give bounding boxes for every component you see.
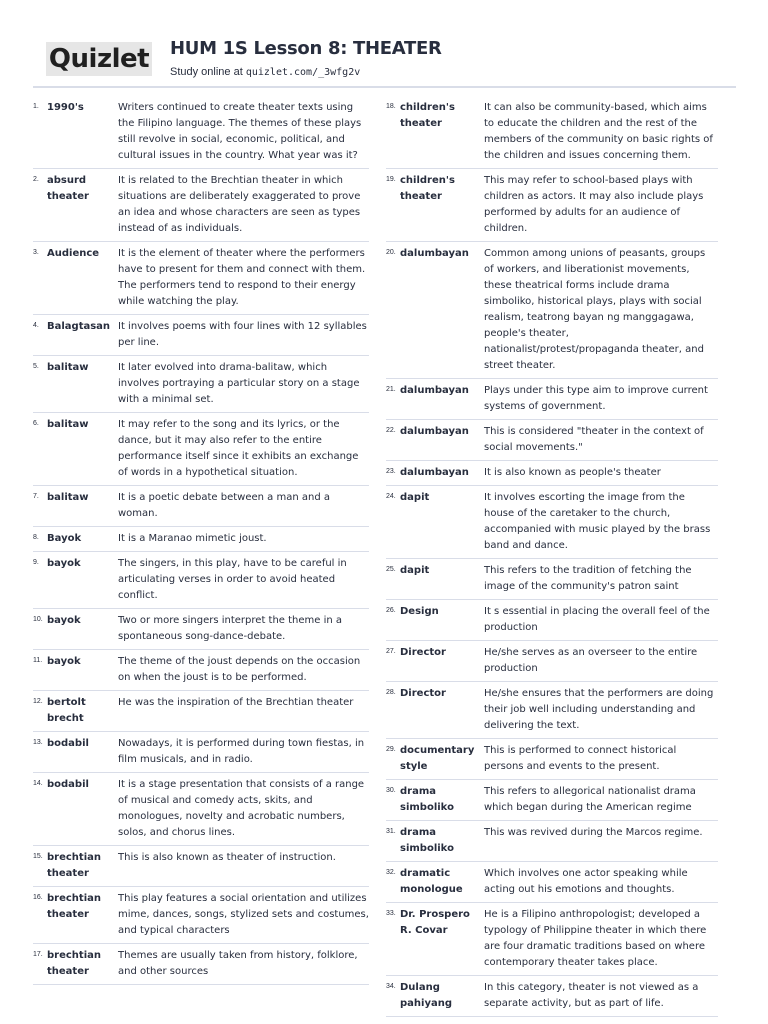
card-definition: It can also be community-based, which aims to educate the children and the rest of the members of the community on basic rights of the children and issues concerning them.: [484, 102, 713, 161]
card-term: dalumbayan: [400, 426, 469, 437]
card-definition: It is also known as people's theater: [484, 467, 661, 478]
card-row: [33, 609, 369, 650]
header-divider: [33, 86, 736, 88]
card-number: 33.: [386, 910, 396, 917]
card-term: balitaw: [47, 362, 89, 373]
card-term: dapit: [400, 492, 430, 503]
card-number: 1.: [33, 103, 39, 110]
card-term: bertolt brecht: [47, 697, 86, 724]
card-number: 22.: [386, 427, 396, 434]
card-number: 23.: [386, 468, 396, 475]
card-term: Design: [400, 606, 439, 617]
card-number: 24.: [386, 493, 396, 500]
card-row: [386, 600, 718, 641]
card-term: Audience: [47, 248, 100, 259]
card-number: 34.: [386, 983, 396, 990]
card-number: 27.: [386, 648, 396, 655]
card-row: [33, 413, 369, 486]
card-number: 18.: [386, 103, 396, 110]
card-definition: It is related to the Brechtian theater in which situations are deliberately exaggerated to prove an idea and whose characters are seen as types instead of as individuals.: [118, 175, 361, 234]
card-row: [33, 169, 369, 242]
card-row: [33, 552, 369, 609]
right-column: [386, 96, 718, 1017]
card-number: 32.: [386, 869, 396, 876]
card-definition: This refers to allegorical nationalist drama which began during the American regime: [484, 786, 696, 813]
card-number: 19.: [386, 176, 396, 183]
card-definition: The singers, in this play, have to be careful in articulating verses in order to avoid heated conflict.: [118, 558, 347, 601]
card-definition: Common among unions of peasants, groups of workers, and liberationist movements, these theatrical forms include drama simboliko, historical plays, plays with social realism, teatrong bayan ng manggagawa, people's theater, nationalist/protest/propaganda theater, and street theater.: [484, 248, 706, 371]
card-definition: It s essential in placing the overall feel of the production: [484, 606, 710, 633]
card-row: [386, 682, 718, 739]
card-term: Dr. Prospero R. Covar: [400, 909, 470, 936]
card-definition: Themes are usually taken from history, folklore, and other sources: [118, 950, 358, 977]
card-number: 28.: [386, 689, 396, 696]
card-definition: This was revived during the Marcos regime.: [484, 827, 703, 838]
card-term: bayok: [47, 558, 81, 569]
card-term: drama simboliko: [400, 827, 454, 854]
card-term: dramatic monologue: [400, 868, 463, 895]
logo-text: Quizlet: [48, 44, 150, 74]
card-row: [386, 461, 718, 486]
card-row: [33, 732, 369, 773]
card-number: 13.: [33, 739, 43, 746]
study-online-line: [170, 66, 360, 78]
card-row: [386, 821, 718, 862]
card-number: 30.: [386, 787, 396, 794]
card-definition: It is a stage presentation that consists of a range of musical and comedy acts, skits, and monologues, novelty and acrobatic numbers, solos, and chorus lines.: [118, 779, 365, 838]
card-term: documentary style: [400, 745, 475, 772]
card-row: [33, 356, 369, 413]
card-number: 26.: [386, 607, 396, 614]
card-row: [386, 641, 718, 682]
card-definition: In this category, theater is not viewed as a separate activity, but as part of life.: [484, 982, 699, 1009]
card-definition: It involves escorting the image from the house of the caretaker to the church, accompanied with music played by the brass band and dance.: [484, 492, 711, 551]
page-title: HUM 1S Lesson 8: THEATER: [170, 38, 442, 59]
card-term: Balagtasan: [47, 321, 111, 332]
card-row: [386, 379, 718, 420]
card-number: 2.: [33, 176, 39, 183]
card-definition: This is also known as theater of instruction.: [118, 852, 336, 863]
card-row: [33, 944, 369, 985]
left-column: [33, 96, 369, 985]
quizlet-logo: [46, 42, 152, 76]
card-definition: He is a Filipino anthropologist; developed a typology of Philippine theater in which there are four dramatic traditions based on where contemporary theater takes place.: [484, 909, 707, 968]
card-number: 14.: [33, 780, 43, 787]
card-definition: This may refer to school-based plays with children as actors. It may also include plays performed by adults for an audience of children.: [484, 175, 704, 234]
card-definition: He was the inspiration of the Brechtian theater: [118, 697, 354, 708]
card-number: 17.: [33, 951, 43, 958]
card-definition: This refers to the tradition of fetching the image of the community's patron saint: [484, 565, 692, 592]
card-definition: Writers continued to create theater texts using the Filipino language. The themes of these plays still revolve in social, economic, political, and cultural issues in the country. What year was it?: [118, 102, 362, 161]
card-term: bodabil: [47, 779, 89, 790]
card-number: 16.: [33, 894, 43, 901]
card-term: dalumbayan: [400, 248, 469, 259]
card-term: bayok: [47, 615, 81, 626]
card-term: drama simboliko: [400, 786, 454, 813]
card-row: [33, 691, 369, 732]
card-definition: It involves poems with four lines with 12 syllables per line.: [118, 321, 367, 348]
card-definition: Plays under this type aim to improve current systems of government.: [484, 385, 708, 412]
card-term: balitaw: [47, 492, 89, 503]
card-row: [386, 862, 718, 903]
card-definition: It later evolved into drama-balitaw, which involves portraying a particular story on a stage with a minimal set.: [118, 362, 360, 405]
card-definition: The theme of the joust depends on the occasion on when the joust is to be performed.: [118, 656, 361, 683]
card-number: 3.: [33, 249, 39, 256]
card-number: 4.: [33, 322, 39, 329]
card-definition: This play features a social orientation and utilizes mime, dances, songs, stylized sets and costumes, and typical characters: [118, 893, 369, 936]
card-row: [386, 780, 718, 821]
card-definition: It is the element of theater where the performers have to present for them and connect with them. The performers tend to respond to their energy while watching the play.: [118, 248, 366, 307]
card-row: [33, 486, 369, 527]
card-row: [386, 486, 718, 559]
card-definition: He/she ensures that the performers are doing their job well including understanding and delivering the text.: [484, 688, 714, 731]
card-number: 10.: [33, 616, 43, 623]
card-term: Bayok: [47, 533, 82, 544]
card-term: 1990's: [47, 102, 84, 113]
card-number: 6.: [33, 420, 39, 427]
card-number: 11.: [33, 657, 43, 664]
card-row: [386, 96, 718, 169]
card-term: dapit: [400, 565, 430, 576]
study-online-label: Study online at: [170, 66, 246, 78]
card-term: balitaw: [47, 419, 89, 430]
card-definition: This is performed to connect historical persons and events to the present.: [484, 745, 677, 772]
card-row: [33, 527, 369, 552]
study-url[interactable]: quizlet.com/_3wfg2v: [245, 67, 361, 78]
card-definition: It is a Maranao mimetic joust.: [118, 533, 267, 544]
card-row: [33, 242, 369, 315]
card-number: 12.: [33, 698, 43, 705]
card-definition: It is a poetic debate between a man and a woman.: [118, 492, 330, 519]
card-number: 31.: [386, 828, 396, 835]
card-term: Dulang pahiyang: [400, 982, 452, 1009]
card-row: [386, 420, 718, 461]
card-number: 29.: [386, 746, 396, 753]
card-term: Director: [400, 647, 446, 658]
card-term: absurd theater: [47, 175, 89, 202]
card-term: brechtian theater: [47, 852, 101, 879]
card-number: 5.: [33, 363, 39, 370]
card-number: 20.: [386, 249, 396, 256]
card-number: 9.: [33, 559, 39, 566]
card-definition: Two or more singers interpret the theme in a spontaneous song-dance-debate.: [118, 615, 343, 642]
card-definition: He/she serves as an overseer to the entire production: [484, 647, 698, 674]
card-term: dalumbayan: [400, 467, 469, 478]
card-row: [386, 242, 718, 379]
card-row: [386, 976, 718, 1017]
card-row: [33, 846, 369, 887]
card-row: [386, 169, 718, 242]
card-number: 7.: [33, 493, 39, 500]
card-term: dalumbayan: [400, 385, 469, 396]
card-row: [386, 559, 718, 600]
card-definition: Nowadays, it is performed during town fiestas, in film musicals, and in radio.: [118, 738, 365, 765]
card-number: 25.: [386, 566, 396, 573]
card-row: [33, 773, 369, 846]
card-term: brechtian theater: [47, 950, 101, 977]
card-term: bayok: [47, 656, 81, 667]
card-row: [33, 315, 369, 356]
card-term: children's theater: [400, 102, 455, 129]
card-term: children's theater: [400, 175, 455, 202]
card-term: Director: [400, 688, 446, 699]
card-number: 15.: [33, 853, 43, 860]
card-number: 8.: [33, 534, 39, 541]
card-row: [386, 903, 718, 976]
card-row: [33, 887, 369, 944]
card-term: bodabil: [47, 738, 89, 749]
card-row: [33, 96, 369, 169]
card-number: 21.: [386, 386, 396, 393]
card-row: [33, 650, 369, 691]
card-row: [386, 739, 718, 780]
card-definition: This is considered "theater in the context of social movements.": [484, 426, 704, 453]
card-definition: It may refer to the song and its lyrics, or the dance, but it may also refer to the entire performance itself since it exhibits an exchange of words in a hypothetical situation.: [118, 419, 359, 478]
card-definition: Which involves one actor speaking while acting out his emotions and thoughts.: [484, 868, 688, 895]
card-term: brechtian theater: [47, 893, 101, 920]
